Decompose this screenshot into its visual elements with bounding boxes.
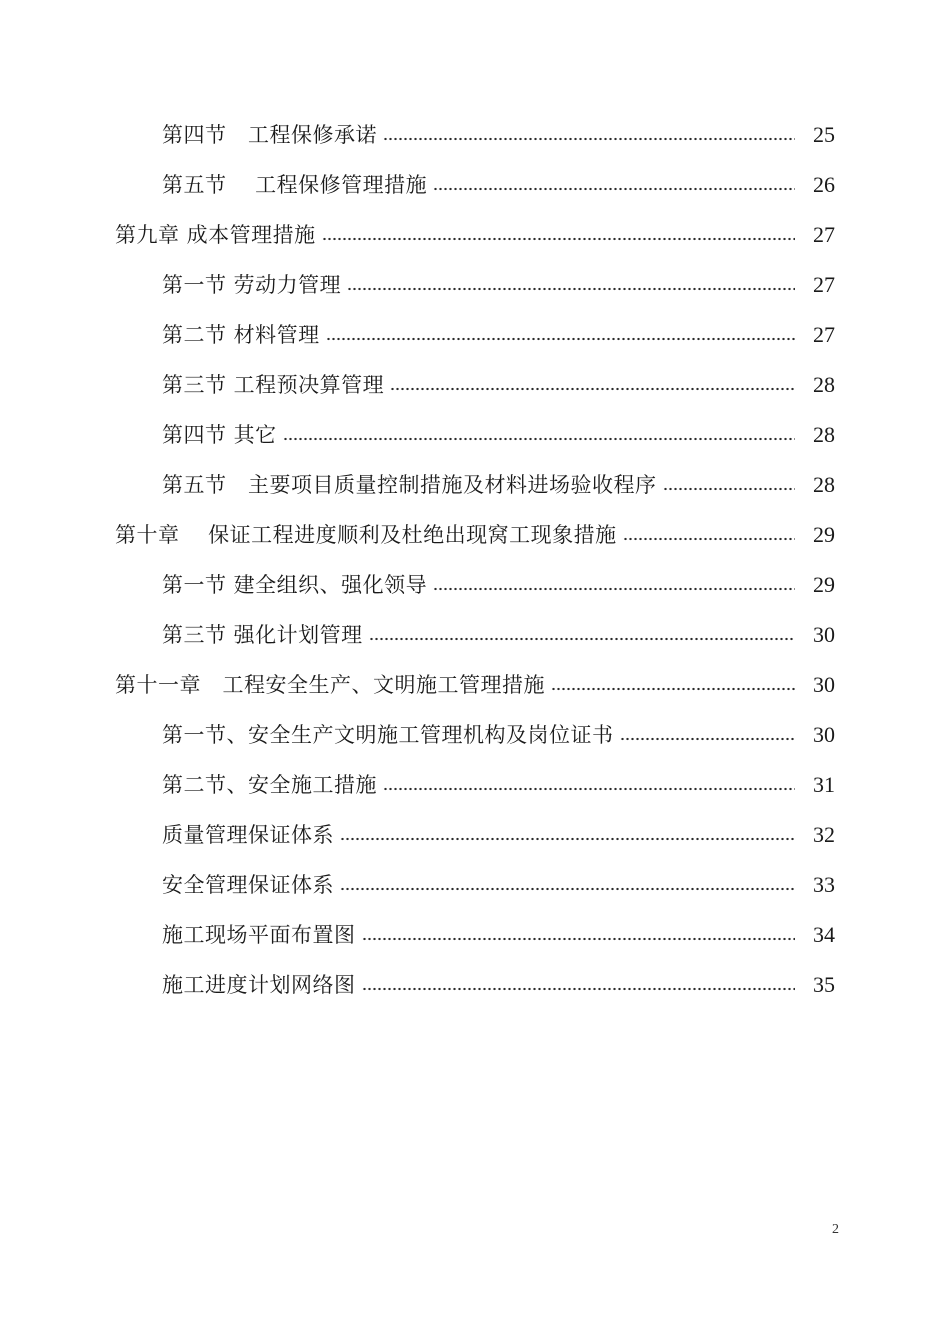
toc-entry-label: 第九章 成本管理措施 [115,223,316,247]
toc-entry-label: 第二节、安全施工措施 [162,773,377,797]
toc-entry-label: 第一节 建全组织、强化领导 [162,573,428,597]
toc-dot-leader [383,136,795,142]
toc-entry-page-number: 28 [813,372,835,397]
toc-entry-label: 第一节、安全生产文明施工管理机构及岗位证书 [162,723,614,747]
toc-dot-leader [322,236,795,242]
toc-entry-label: 第三节 工程预决算管理 [162,373,385,397]
toc-entry-page-number: 31 [813,772,835,797]
toc-entry-page-number: 32 [813,822,835,847]
toc-entry-label: 第五节 主要项目质量控制措施及材料进场验收程序 [162,473,657,497]
toc-dot-leader [369,636,795,642]
toc-section-entry[interactable] [0,710,950,760]
toc-section-entry[interactable] [0,860,950,910]
toc-section-entry[interactable] [0,410,950,460]
toc-entry-label: 第一节 劳动力管理 [162,273,342,297]
toc-entry-page-number: 28 [813,472,835,497]
toc-dot-leader [347,286,795,292]
toc-entry-page-number: 34 [813,922,835,947]
toc-section-entry[interactable] [0,810,950,860]
toc-section-entry[interactable] [0,460,950,510]
toc-dot-leader [340,836,795,842]
table-of-contents [0,110,950,1010]
toc-entry-label: 安全管理保证体系 [162,873,334,897]
toc-section-entry[interactable] [0,960,950,1010]
toc-dot-leader [283,436,795,442]
toc-entry-page-number: 26 [813,172,835,197]
toc-entry-label: 第五节 工程保修管理措施 [162,173,428,197]
toc-section-entry[interactable] [0,160,950,210]
toc-entry-label: 质量管理保证体系 [162,823,334,847]
toc-dot-leader [433,186,795,192]
toc-dot-leader [620,736,796,742]
toc-entry-page-number: 33 [813,872,835,897]
toc-dot-leader [663,486,796,492]
toc-entry-page-number: 30 [813,672,835,697]
toc-section-entry[interactable] [0,110,950,160]
toc-dot-leader [623,536,795,542]
toc-entry-page-number: 30 [813,622,835,647]
toc-entry-page-number: 29 [813,522,835,547]
page-number: 2 [832,1222,839,1237]
toc-dot-leader [362,986,796,992]
toc-entry-label: 施工现场平面布置图 [162,923,356,947]
toc-section-entry[interactable] [0,560,950,610]
toc-entry-page-number: 28 [813,422,835,447]
toc-dot-leader [340,886,795,892]
toc-entry-page-number: 35 [813,972,835,997]
toc-entry-page-number: 27 [813,322,835,347]
toc-dot-leader [326,336,795,342]
toc-dot-leader [433,586,795,592]
toc-chapter-entry[interactable] [0,510,950,560]
toc-entry-page-number: 30 [813,722,835,747]
toc-dot-leader [551,686,795,692]
toc-section-entry[interactable] [0,760,950,810]
toc-section-entry[interactable] [0,360,950,410]
toc-dot-leader [383,786,795,792]
toc-entry-label: 第四节 其它 [162,423,277,447]
toc-entry-label: 第十一章 工程安全生产、文明施工管理措施 [115,673,545,697]
toc-dot-leader [362,936,796,942]
toc-entry-page-number: 27 [813,222,835,247]
toc-section-entry[interactable] [0,610,950,660]
toc-section-entry[interactable] [0,260,950,310]
toc-entry-label: 第四节 工程保修承诺 [162,123,377,147]
toc-entry-label: 第二节 材料管理 [162,323,320,347]
toc-entry-label: 第三节 强化计划管理 [162,623,363,647]
toc-entry-page-number: 27 [813,272,835,297]
toc-dot-leader [390,386,795,392]
toc-chapter-entry[interactable] [0,210,950,260]
toc-entry-page-number: 25 [813,122,835,147]
toc-section-entry[interactable] [0,910,950,960]
toc-entry-page-number: 29 [813,572,835,597]
toc-section-entry[interactable] [0,310,950,360]
toc-entry-label: 施工进度计划网络图 [162,973,356,997]
toc-entry-label: 第十章 保证工程进度顺利及杜绝出现窝工现象措施 [115,523,617,547]
toc-chapter-entry[interactable] [0,660,950,710]
